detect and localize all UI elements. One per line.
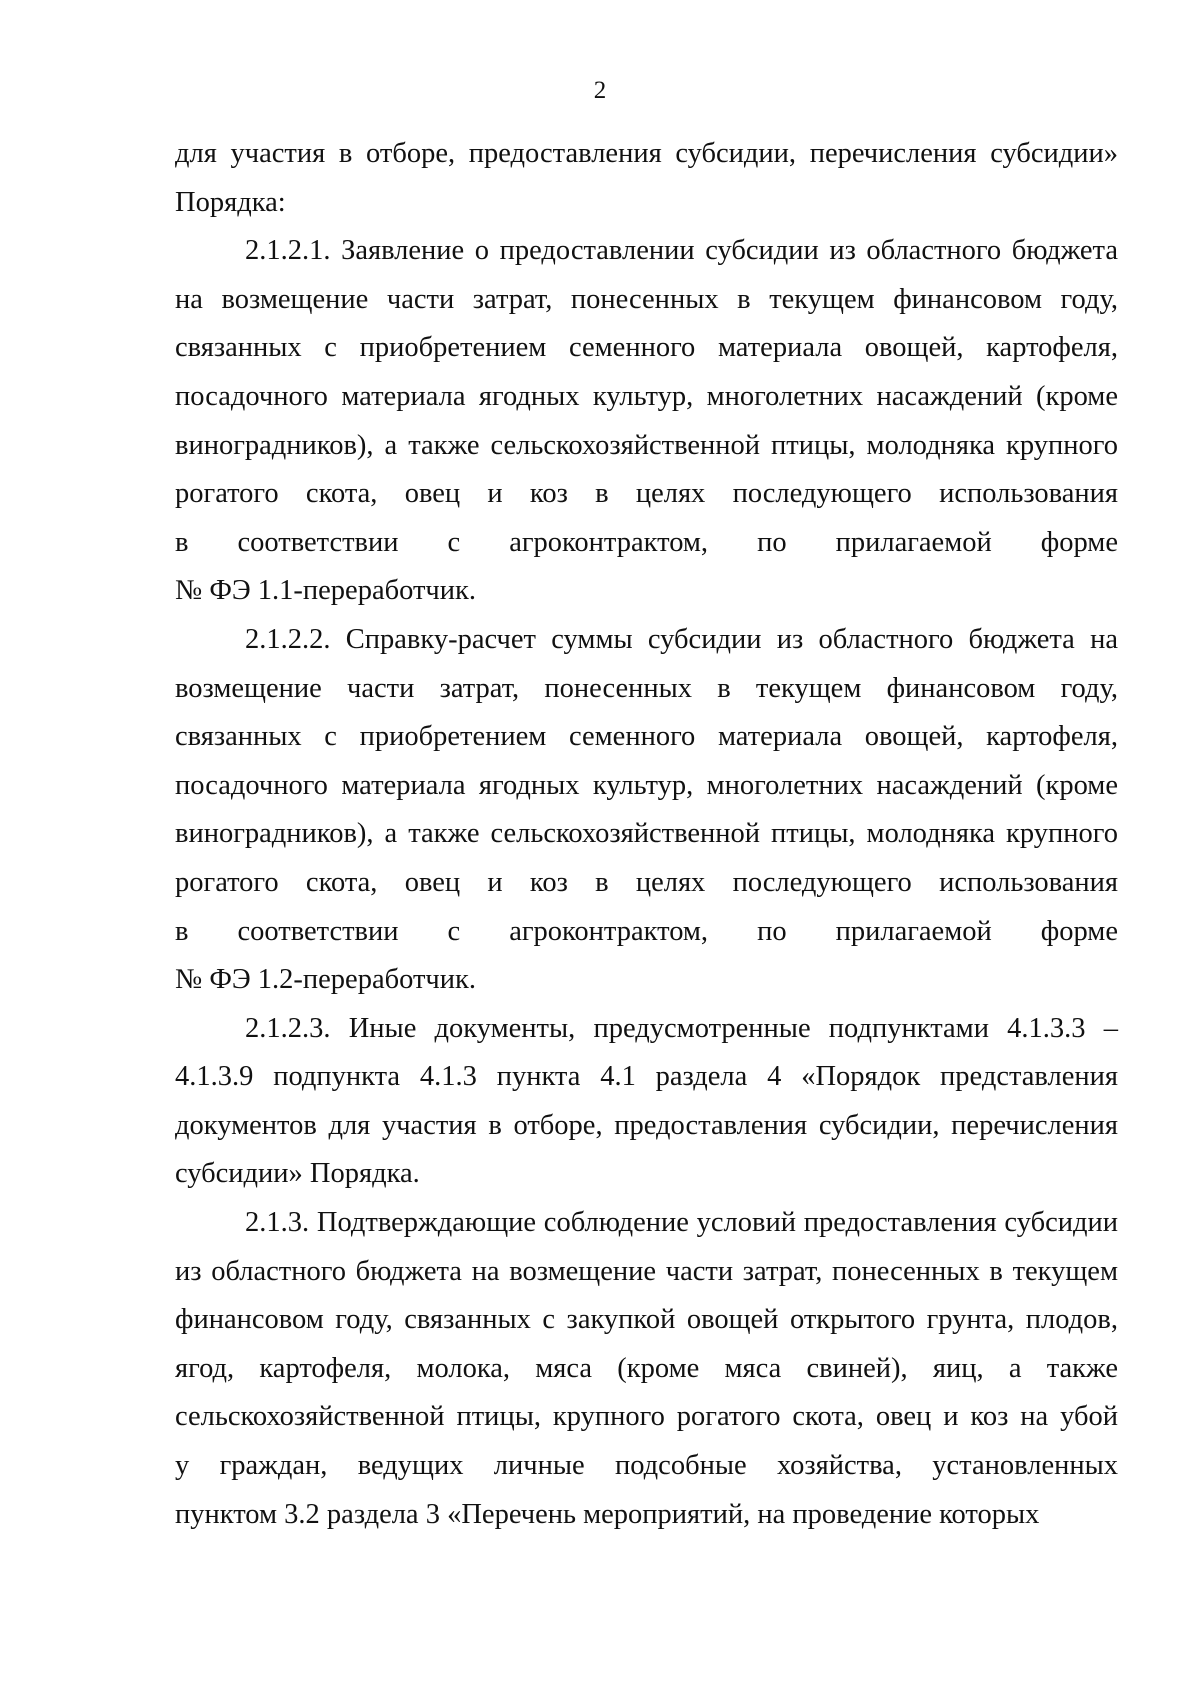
text-line: 4.1.3.9 подпункта 4.1.3 пункта 4.1 раздела 4 «Порядок представления [175, 1061, 1118, 1093]
text-line: документов для участия в отборе, предоставления субсидии, перечисления [175, 1109, 1118, 1141]
text-line: на возмещение части затрат, понесенных в текущем финансовом году, [175, 283, 1118, 315]
page-number: 2 [593, 77, 607, 104]
paragraph [175, 227, 1118, 616]
text-line: посадочного материала ягодных культур, многолетних насаждений (кроме [175, 769, 1118, 801]
text-line: возмещение части затрат, понесенных в текущем финансовом году, [175, 672, 1118, 704]
text-line: субсидии» Порядка. [175, 1158, 420, 1190]
text-line: виноградников), а также сельскохозяйственной птицы, молодняка крупного [175, 429, 1118, 461]
text-line: рогатого скота, овец и коз в целях последующего использования [175, 866, 1118, 898]
text-line: связанных с приобретением семенного материала овощей, картофеля, [175, 332, 1118, 364]
document-body [175, 130, 1118, 1539]
text-line: у граждан, ведущих личные подсобные хозяйства, установленных [175, 1450, 1118, 1482]
text-line: посадочного материала ягодных культур, многолетних насаждений (кроме [175, 380, 1118, 412]
text-line: рогатого скота, овец и коз в целях последующего использования [175, 478, 1118, 510]
text-line: 2.1.2.1. Заявление о предоставлении субсидии из областного бюджета [245, 235, 1118, 267]
text-line: Порядка: [175, 186, 286, 218]
text-line: 2.1.2.2. Справку-расчет суммы субсидии из областного бюджета на [245, 623, 1118, 655]
text-line: сельскохозяйственной птицы, крупного рогатого скота, овец и коз на убой [175, 1401, 1118, 1433]
text-line: для участия в отборе, предоставления субсидии, перечисления субсидии» [175, 138, 1118, 169]
text-line: 2.1.2.3. Иные документы, предусмотренные подпунктами 4.1.3.3 – [245, 1012, 1118, 1044]
text-line: пунктом 3.2 раздела 3 «Перечень мероприятий, на проведение которых [175, 1498, 1040, 1530]
paragraph [175, 1199, 1118, 1539]
text-line: в соответствии с агроконтрактом, по прилагаемой форме [175, 526, 1118, 558]
text-line: финансовом году, связанных с закупкой овощей открытого грунта, плодов, [175, 1304, 1118, 1336]
paragraph [175, 130, 1118, 227]
text-line: № ФЭ 1.2-переработчик. [175, 964, 476, 996]
text-line: виноградников), а также сельскохозяйственной птицы, молодняка крупного [175, 818, 1118, 850]
text-line: 2.1.3. Подтверждающие соблюдение условий предоставления субсидии [245, 1207, 1118, 1239]
text-line: из областного бюджета на возмещение части затрат, понесенных в текущем [175, 1255, 1118, 1287]
paragraph [175, 1005, 1118, 1199]
paragraph [175, 616, 1118, 1005]
text-line: связанных с приобретением семенного материала овощей, картофеля, [175, 721, 1118, 753]
text-line: № ФЭ 1.1-переработчик. [175, 575, 476, 607]
text-line: в соответствии с агроконтрактом, по прилагаемой форме [175, 915, 1118, 947]
text-line: ягод, картофеля, молока, мяса (кроме мяса свиней), яиц, а также [175, 1352, 1118, 1384]
